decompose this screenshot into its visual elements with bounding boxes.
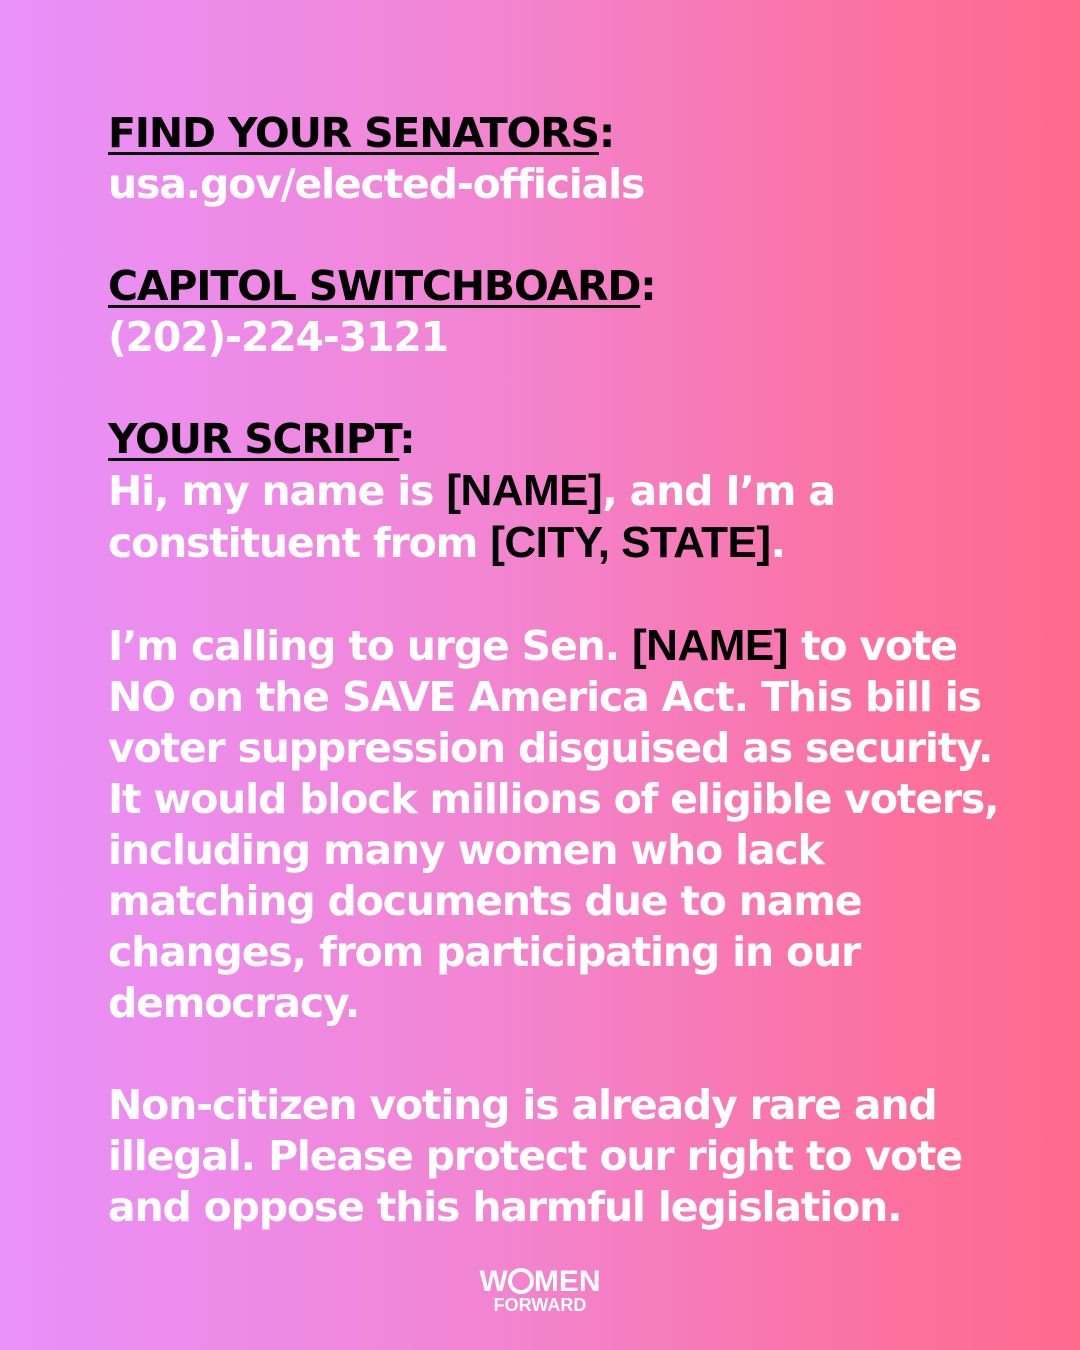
text: Hi, my name is bbox=[108, 467, 447, 515]
call-script-card bbox=[108, 108, 1008, 1233]
logo-text: W bbox=[479, 1265, 508, 1298]
women-forward-logo bbox=[0, 1265, 1080, 1315]
senators-url: usa.gov/elected-officials bbox=[108, 160, 645, 208]
script-paragraph-2 bbox=[108, 620, 1008, 1029]
text: , and I’m a constituent from bbox=[108, 467, 835, 567]
logo-line-1 bbox=[0, 1265, 1080, 1298]
script-section bbox=[108, 414, 1008, 569]
senators-heading bbox=[108, 109, 614, 157]
check-circle-icon bbox=[508, 1268, 534, 1294]
switchboard-phone: (202)-224-3121 bbox=[108, 313, 448, 361]
switchboard-section bbox=[108, 261, 1008, 363]
logo-text: MEN bbox=[533, 1265, 601, 1298]
senators-section bbox=[108, 108, 1008, 210]
script-paragraph-3: Non-citizen voting is already rare and illegal. Please protect our right to vote and oppose this harmful legislation. bbox=[108, 1081, 962, 1231]
colon: : bbox=[640, 262, 656, 310]
text: I’m calling to urge Sen. bbox=[108, 622, 633, 670]
city-state-placeholder: [CITY, STATE] bbox=[490, 518, 771, 567]
senators-heading-text: FIND YOUR SENATORS bbox=[108, 109, 599, 157]
text: . bbox=[770, 519, 785, 567]
colon: : bbox=[598, 109, 615, 157]
script-heading-text: YOUR SCRIPT bbox=[108, 415, 400, 463]
switchboard-heading-text: CAPITOL SWITCHBOARD bbox=[108, 262, 641, 310]
logo-line-2: FORWARD bbox=[493, 1295, 587, 1315]
switchboard-heading bbox=[108, 262, 655, 310]
colon: : bbox=[399, 415, 415, 463]
senator-name-placeholder: [NAME] bbox=[632, 621, 788, 670]
script-heading bbox=[108, 415, 414, 463]
name-placeholder: [NAME] bbox=[446, 466, 603, 515]
text: to vote NO on the SAVE America Act. This bill is voter suppression disguised as security. It would block millions of eligible voters, including many women who lack matching documents due to name changes, from participating in our democracy. bbox=[108, 622, 999, 1027]
script-paragraph-1 bbox=[108, 467, 835, 567]
